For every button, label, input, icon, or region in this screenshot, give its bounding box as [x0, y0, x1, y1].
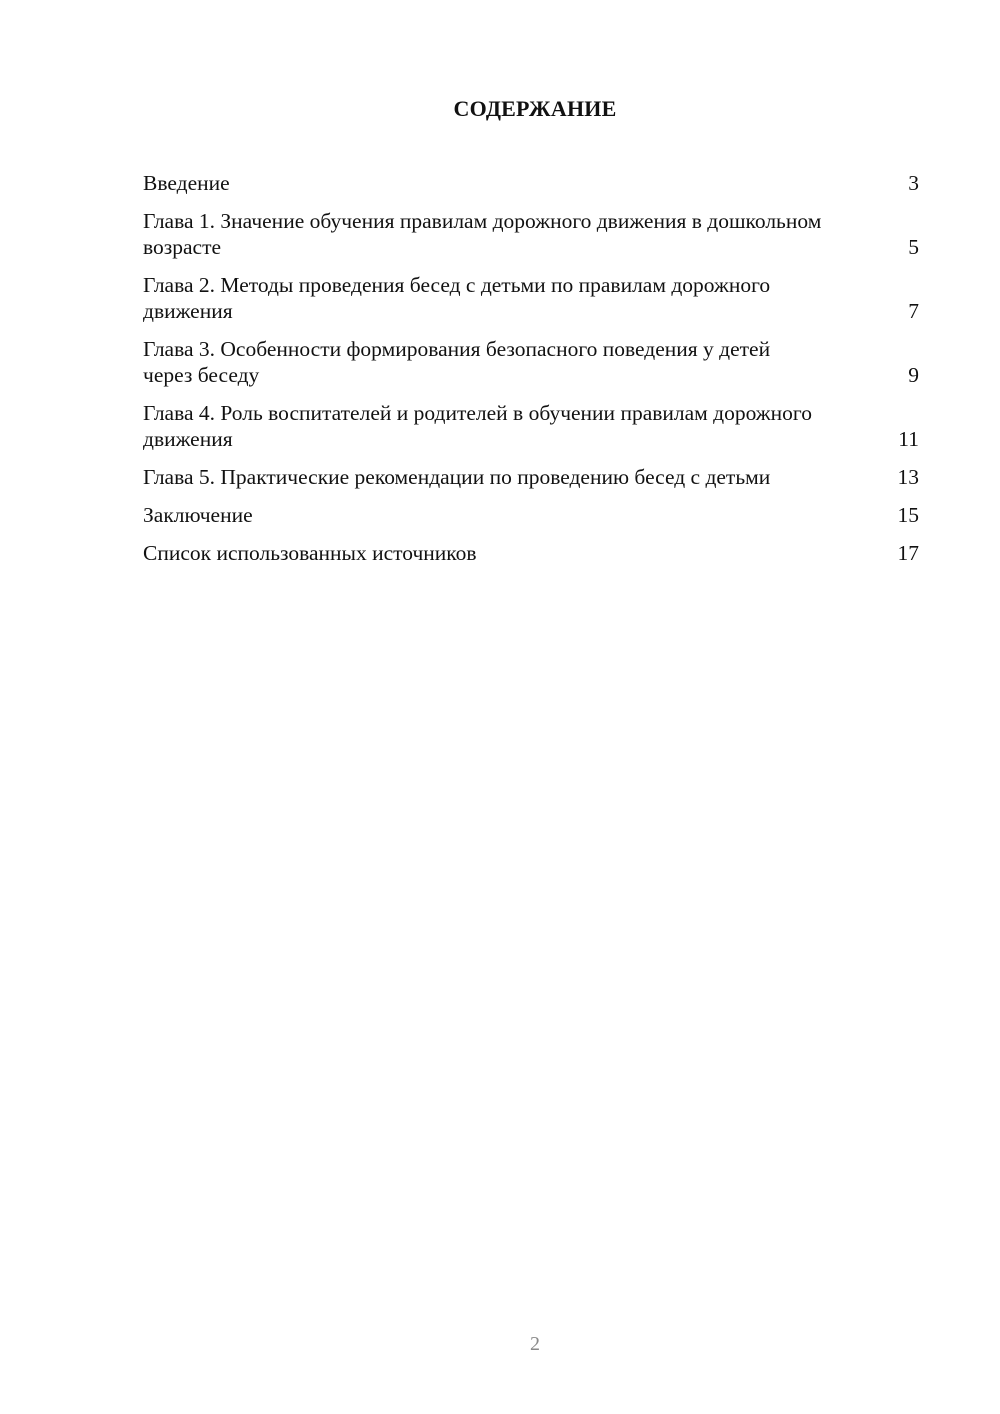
toc-entry-page: 11 — [898, 427, 919, 451]
toc-entry-page: 9 — [908, 363, 919, 387]
page-title: СОДЕРЖАНИЕ — [453, 96, 617, 121]
toc-entry-conclusion — [143, 502, 919, 528]
toc-entry-references — [143, 540, 919, 566]
page-number: 2 — [530, 1333, 540, 1355]
toc-entry-text: Список использованных источников — [143, 541, 477, 565]
toc-entry-page: 5 — [908, 235, 919, 259]
toc-entry-chapter-3 — [143, 336, 919, 388]
toc-entry-text: Глава 1. Значение обучения правилам дорожного движения в дошкольном возрасте — [143, 209, 822, 259]
toc-entry-page: 13 — [897, 465, 919, 489]
toc-entry-chapter-4 — [143, 400, 919, 452]
toc-entry-text: Заключение — [143, 503, 253, 527]
toc-entry-text: Введение — [143, 171, 230, 195]
toc-entry-chapter-1 — [143, 208, 919, 260]
toc-entry-page: 15 — [897, 503, 919, 527]
toc-entry-text: Глава 5. Практические рекомендации по проведению бесед с детьми — [143, 465, 771, 489]
toc-entry-chapter-2 — [143, 272, 919, 324]
toc-entry-chapter-5 — [143, 464, 919, 490]
table-of-contents — [143, 170, 919, 578]
toc-entry-text: Глава 4. Роль воспитателей и родителей в обучении правилам дорожного движения — [143, 401, 812, 451]
toc-entry-text: Глава 3. Особенности формирования безопасного поведения у детей через беседу — [143, 337, 771, 387]
toc-entry-text: Глава 2. Методы проведения бесед с детьми по правилам дорожного движения — [143, 273, 771, 323]
toc-entry-page: 17 — [897, 541, 919, 565]
toc-entry-page: 3 — [908, 171, 919, 195]
toc-entry-page: 7 — [908, 299, 919, 323]
toc-entry-introduction — [143, 170, 919, 196]
